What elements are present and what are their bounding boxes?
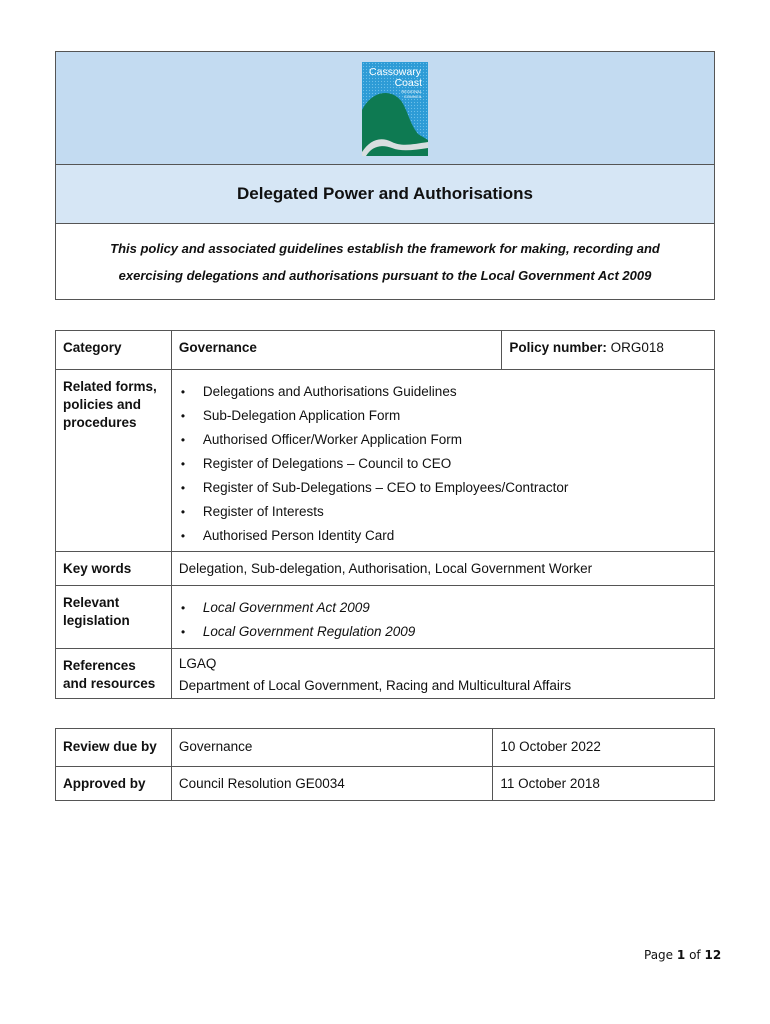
- legislation-item: • Local Government Regulation 2009: [179, 620, 714, 644]
- references-value: [171, 649, 714, 699]
- reference-line: LGAQ: [178, 656, 217, 671]
- page-prefix: Page: [644, 948, 674, 962]
- logo-text-3: REGIONAL: [401, 89, 422, 94]
- policy-number-label: Policy number:: [509, 340, 607, 355]
- logo-text-4: COUNCIL: [403, 94, 422, 99]
- category-label: Category: [56, 331, 172, 370]
- related-label-line: policies and: [63, 397, 142, 412]
- references-label-line: and resources: [63, 676, 156, 691]
- legislation-row: [56, 586, 715, 649]
- legislation-label-line: Relevant: [63, 595, 120, 610]
- approved-row: [56, 767, 715, 801]
- references-label: [56, 649, 172, 699]
- page-of: of: [689, 948, 701, 962]
- intro-line-1: This policy and associated guidelines establish the framework for making, recording and: [110, 240, 660, 256]
- related-list: [179, 380, 714, 548]
- related-item: • Authorised Officer/Worker Application Form: [179, 428, 714, 452]
- related-label-line: procedures: [63, 415, 137, 430]
- policy-number: [502, 331, 715, 370]
- approved-label: Approved by: [56, 767, 172, 801]
- keywords-label: Key words: [56, 552, 172, 586]
- keywords-row: [56, 552, 715, 586]
- page-total: 12: [704, 948, 722, 962]
- category-value: Governance: [171, 331, 501, 370]
- category-row: [56, 331, 715, 370]
- references-row: [56, 649, 715, 699]
- related-item: • Register of Sub-Delegations – CEO to Employees/Contractor: [179, 476, 714, 500]
- review-row: [56, 729, 715, 767]
- page-number: [644, 948, 721, 962]
- legislation-label-line: legislation: [63, 613, 130, 628]
- review-value: Governance: [171, 729, 492, 767]
- legislation-list-cell: [171, 586, 714, 649]
- related-item: • Authorised Person Identity Card: [179, 524, 714, 548]
- logo-text-1: Cassowary: [369, 66, 421, 78]
- review-table: [55, 728, 715, 801]
- reference-line: Department of Local Government, Racing and Multicultural Affairs: [178, 678, 572, 693]
- related-item: • Register of Delegations – Council to CEO: [179, 452, 714, 476]
- references-label-line: References: [63, 658, 136, 673]
- intro-statement: [56, 224, 714, 299]
- logo-text-2: Coast: [394, 77, 422, 89]
- related-list-cell: [171, 370, 714, 552]
- legislation-item: • Local Government Act 2009: [179, 596, 714, 620]
- keywords-value: Delegation, Sub-delegation, Authorisation, Local Government Worker: [171, 552, 714, 586]
- approved-date: 11 October 2018: [493, 767, 715, 801]
- policy-details-table: [55, 330, 715, 699]
- council-logo: [362, 62, 428, 156]
- related-item: • Sub-Delegation Application Form: [179, 404, 714, 428]
- review-label: Review due by: [56, 729, 172, 767]
- related-row: [56, 370, 715, 552]
- logo-band: [56, 52, 714, 165]
- policy-number-value: ORG018: [610, 340, 664, 355]
- page-title: Delegated Power and Authorisations: [237, 184, 533, 203]
- approved-value: Council Resolution GE0034: [171, 767, 492, 801]
- intro-line-2: exercising delegations and authorisations pursuant to the Local Government Act 2009: [118, 267, 652, 283]
- policy-header: [55, 51, 715, 300]
- related-item: • Register of Interests: [179, 500, 714, 524]
- related-item: • Delegations and Authorisations Guidelines: [179, 380, 714, 404]
- related-label-line: Related forms,: [63, 379, 157, 394]
- legislation-label: [56, 586, 172, 649]
- review-date: 10 October 2022: [493, 729, 715, 767]
- page-current: 1: [676, 948, 686, 962]
- related-label: [56, 370, 172, 552]
- legislation-list: [179, 596, 714, 644]
- title-band: [56, 165, 714, 224]
